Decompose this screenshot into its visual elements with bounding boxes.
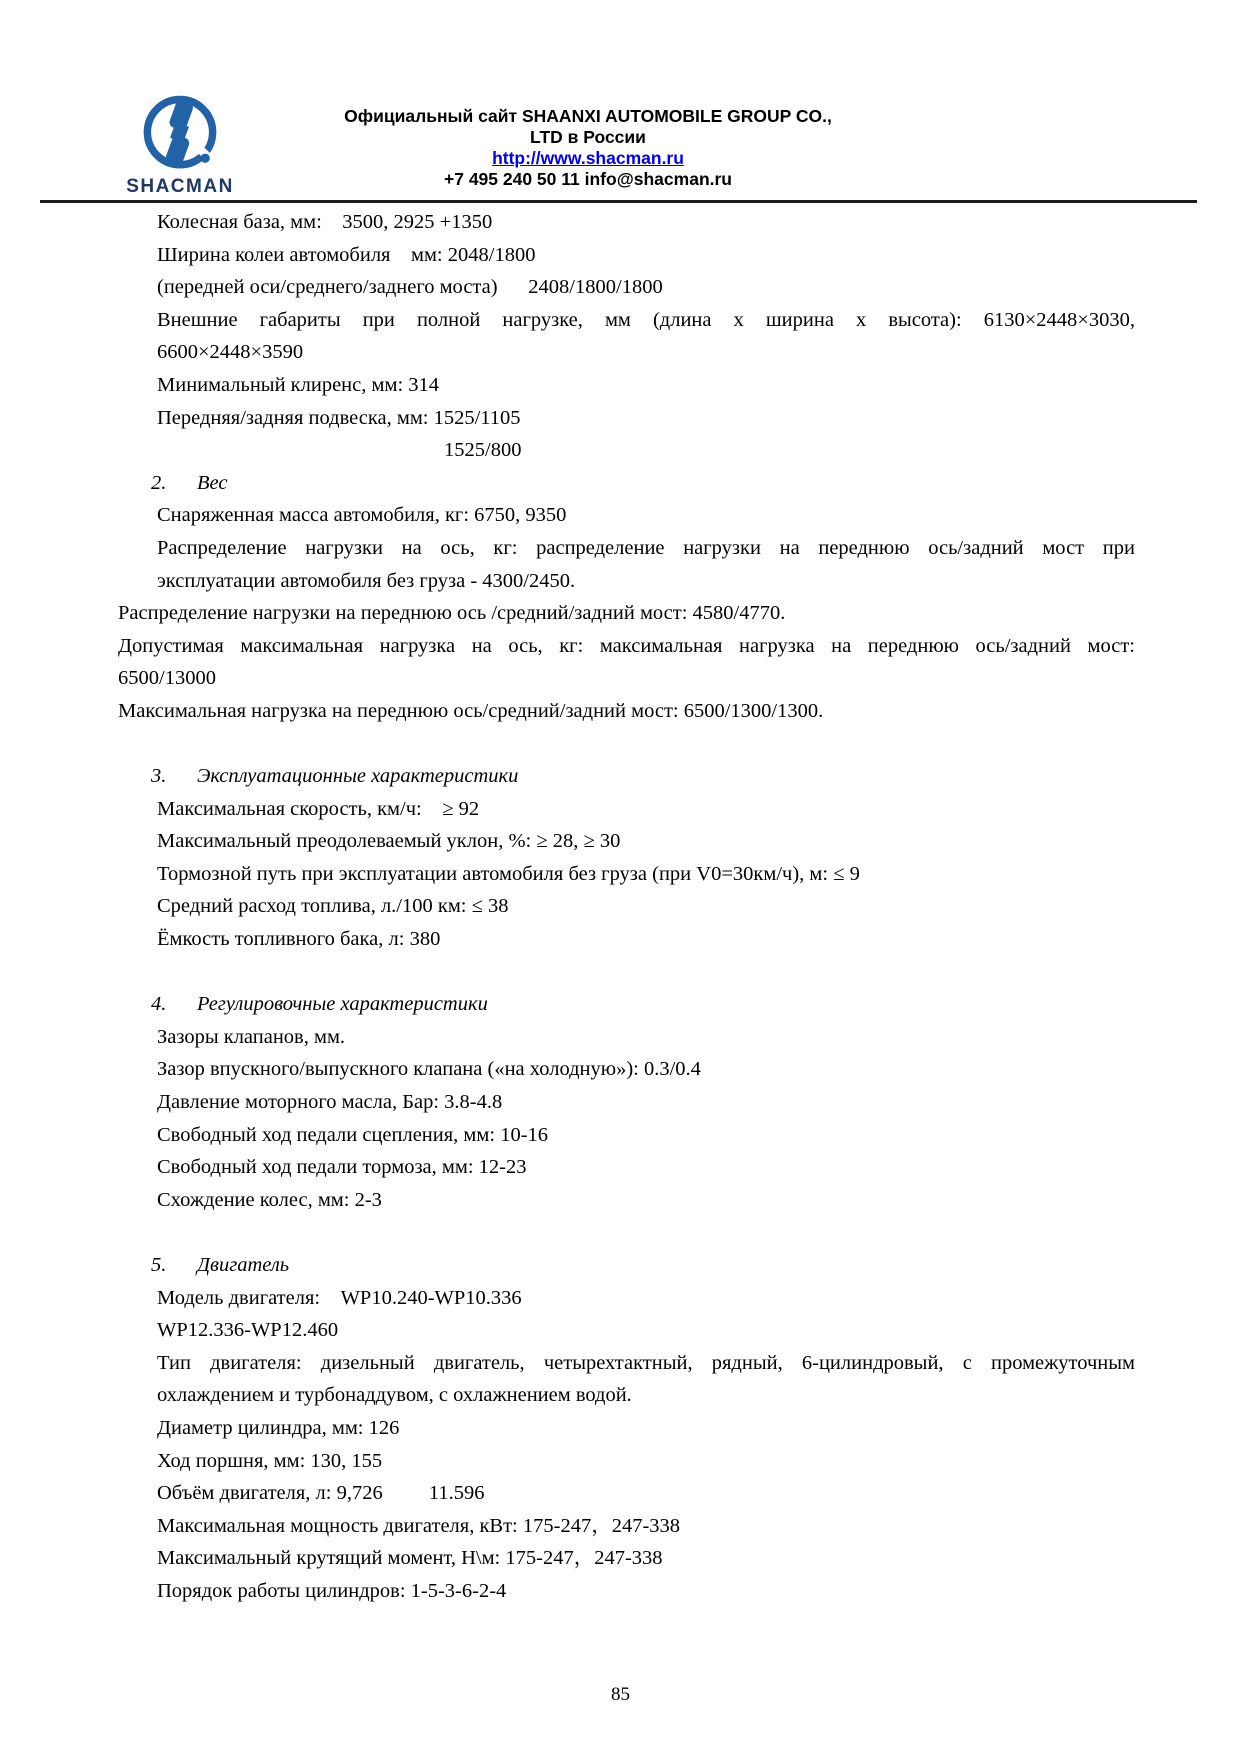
spec-line: Максимальный крутящий момент, Н\м: 175-247，247-338	[157, 1547, 663, 1570]
spec-line: Распределение нагрузки на переднюю ось /средний/задний мост: 4580/4770.	[118, 602, 786, 625]
brand-wordmark: SHACMAN	[126, 176, 234, 197]
spec-line: Зазор впускного/выпускного клапана («на холодную»): 0.3/0.4	[157, 1058, 701, 1081]
spec-line: Тип двигателя: дизельный двигатель, четырехтактный, рядный, 6-цилиндровый, с промежуточным	[157, 1351, 1135, 1374]
spec-line: Свободный ход педали сцепления, мм: 10-16	[157, 1123, 549, 1146]
spec-line: Давление моторного масла, Бар: 3.8-4.8	[157, 1091, 503, 1114]
section-title: Регулировочные характеристики	[197, 993, 488, 1016]
section-title: Вес	[197, 471, 228, 494]
spec-line: Передняя/задняя подвеска, мм: 1525/1105	[157, 406, 521, 429]
page-number: 85	[611, 1684, 630, 1705]
header-contact-block	[188, 106, 988, 190]
spec-line: Модель двигателя: WP10.240-WP10.336	[157, 1286, 522, 1309]
spec-line: Порядок работы цилиндров: 1-5-3-6-2-4	[157, 1579, 507, 1602]
section-heading-engine	[118, 1249, 1135, 1282]
site-link[interactable]: http://www.shacman.ru	[492, 148, 684, 168]
spec-line: Распределение нагрузки на ось, кг: распределение нагрузки на переднюю ось/задний мост при	[157, 536, 1135, 559]
spec-line: Диаметр цилиндра, мм: 126	[157, 1416, 400, 1439]
spec-line: 6600×2448×3590	[157, 341, 304, 364]
section-title: Эксплуатационные характеристики	[197, 765, 519, 788]
section-heading-weight	[118, 467, 1135, 500]
phone-email-line: +7 495 240 50 11 info@shacman.ru	[444, 169, 732, 189]
spec-line: Максимальная скорость, км/ч: ≥ 92	[157, 797, 480, 820]
spec-line: Средний расход топлива, л./100 км: ≤ 38	[157, 895, 509, 918]
site-url-line	[188, 148, 988, 169]
spec-line: Допустимая максимальная нагрузка на ось, кг: максимальная нагрузка на переднюю ось/задний мост:	[118, 634, 1135, 657]
spec-line: Ход поршня, мм: 130, 155	[157, 1449, 383, 1472]
spec-text	[118, 206, 1135, 1608]
spec-line: эксплуатации автомобиля без груза - 4300/2450.	[157, 569, 576, 592]
section-number: 2.	[151, 471, 167, 494]
spec-line: Объём двигателя, л: 9,726 11.596	[157, 1482, 485, 1505]
spec-line: Максимальный преодолеваемый уклон, %: ≥ 28, ≥ 30	[157, 830, 621, 853]
section-number: 3.	[151, 765, 167, 788]
section-number: 4.	[151, 993, 167, 1016]
header-divider	[40, 200, 1197, 203]
section-heading-adjustment	[118, 988, 1135, 1021]
spec-line: Ширина колеи автомобиля мм: 2048/1800	[157, 243, 536, 266]
spec-line: Снаряженная масса автомобиля, кг: 6750, 9350	[157, 504, 567, 527]
spec-line: Тормозной путь при эксплуатации автомобиля без груза (при V0=30км/ч), м: ≤ 9	[157, 862, 860, 885]
section-number: 5.	[151, 1254, 167, 1276]
spec-line: Внешние габариты при полной нагрузке, мм (длина х ширина х высота): 6130×2448×3030,	[157, 308, 1135, 331]
spec-line: Ёмкость топливного бака, л: 380	[157, 928, 441, 951]
spec-line: WP12.336-WP12.460	[157, 1319, 339, 1342]
section-title: Двигатель	[197, 1254, 290, 1276]
spec-line: Колесная база, мм: 3500, 2925 +1350	[157, 211, 493, 233]
spec-line: Максимальная нагрузка на переднюю ось/средний/задний мост: 6500/1300/1300.	[118, 699, 824, 722]
spec-line: Максимальная мощность двигателя, кВт: 175-247，247-338	[157, 1514, 681, 1537]
section-heading-performance	[118, 760, 1135, 793]
spec-line: (передней оси/среднего/заднего моста) 2408/1800/1800	[157, 276, 663, 299]
spec-line: Минимальный клиренс, мм: 314	[157, 373, 440, 396]
spec-line: Зазоры клапанов, мм.	[157, 1025, 346, 1048]
header-title-line1: Официальный сайт SHAANXI AUTOMOBILE GROUP CO.,	[344, 106, 832, 126]
spec-line: Схождение колес, мм: 2-3	[157, 1188, 382, 1211]
spec-line: 1525/800	[444, 439, 522, 462]
spec-line: охлаждением и турбонаддувом, с охлажнением водой.	[157, 1384, 632, 1407]
header-title-line2: LTD в России	[530, 127, 646, 147]
spec-line: Свободный ход педали тормоза, мм: 12-23	[157, 1156, 527, 1179]
spec-line: 6500/13000	[118, 667, 216, 690]
